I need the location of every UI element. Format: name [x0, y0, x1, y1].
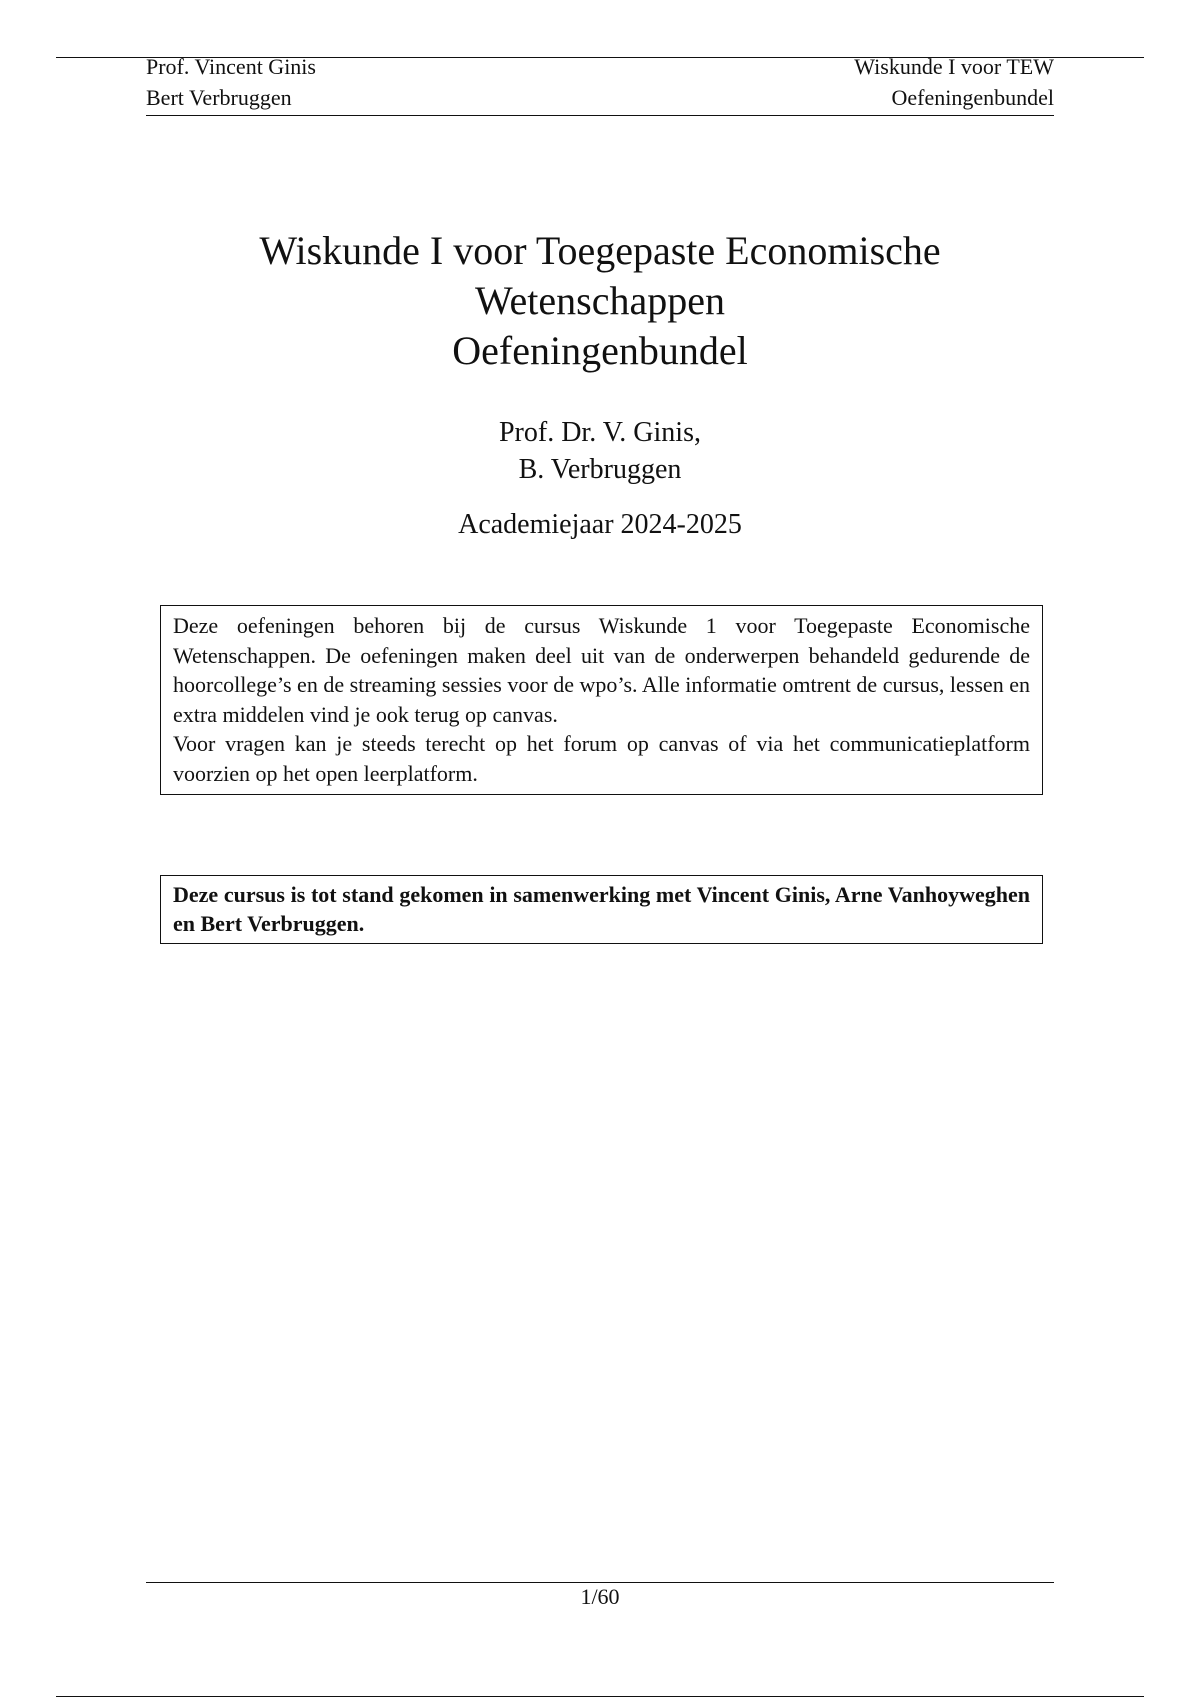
header-author-2: Bert Verbruggen — [146, 85, 292, 110]
author-line-1: Prof. Dr. V. Ginis, — [498, 417, 701, 448]
info-paragraph-2: Voor vragen kan je steeds terecht op het forum op canvas of via het communicatieplatform voorzien op het open leerplatform. — [173, 731, 1030, 786]
credit-text: Deze cursus is tot stand gekomen in samenwerking met Vincent Ginis, Arne Vanhoyweghen en Bert Verbruggen. — [173, 882, 1030, 936]
info-box — [160, 605, 1043, 795]
header-course: Wiskunde I voor TEW — [854, 54, 1054, 79]
title-line-2: Wetenschappen — [475, 278, 725, 323]
title-line-1: Wiskunde I voor Toegepaste Economische — [259, 228, 941, 273]
page-number: 1/60 — [580, 1584, 620, 1609]
author-block — [0, 414, 1200, 488]
header-rule — [146, 115, 1054, 116]
credit-box — [160, 875, 1043, 944]
author-line-2: B. Verbruggen — [518, 454, 682, 485]
document-title — [0, 226, 1200, 376]
info-paragraph-1: Deze oefeningen behoren bij de cursus Wiskunde 1 voor Toegepaste Economische Wetenschappen. De oefeningen maken deel uit van de onderwerpen behandeld gedurende de hoorcollege’s en de streaming sessies voor de wpo’s. Alle informatie omtrent de cursus, lessen en extra middelen vind je ook terug op canvas. — [173, 613, 1030, 727]
header-author-1: Prof. Vincent Ginis — [146, 54, 316, 79]
title-line-3: Oefeningenbundel — [452, 328, 748, 373]
bottom-page-rule — [56, 1696, 1144, 1697]
academic-year: Academiejaar 2024-2025 — [458, 509, 742, 540]
footer-rule — [146, 1582, 1054, 1583]
header-booklet: Oefeningenbundel — [891, 85, 1054, 110]
